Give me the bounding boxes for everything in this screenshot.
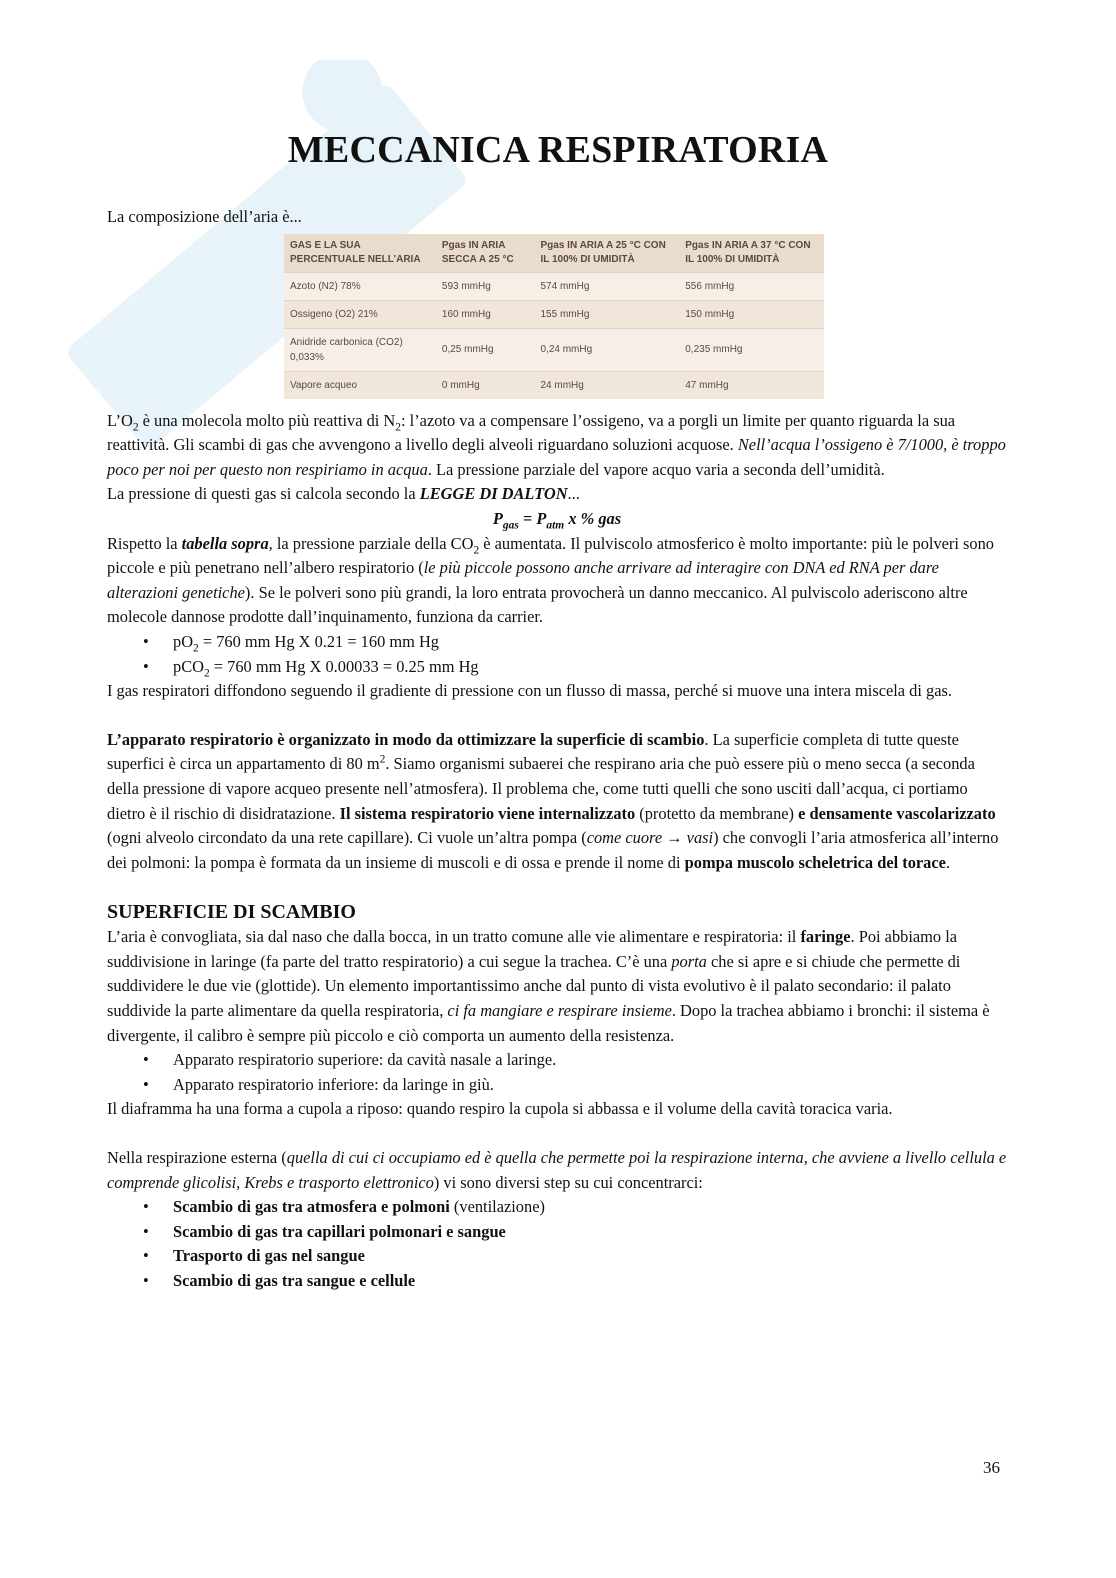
table-cell: Vapore acqueo (284, 371, 436, 399)
list-item: • Scambio di gas tra atmosfera e polmoni (ventilazione) (107, 1195, 1007, 1220)
paragraph-apparatus: L’apparato respiratorio è organizzato in modo da ottimizzare la superficie di scambio. La superficie completa di tutte queste superfici è circa un appartamento di 80 $m^2$. Siamo organismi subaerei che respirano aria che può essere più o meno secca (a seconda della pressione di vapore acqueo presente nell’atmosfera). Il problema che, come tutti quelli che sono usciti dall’acqua, ci portiamo dietro è il rischio di disidratazione. Il sistema respiratorio viene internalizzato (protetto da membrane) e densamente vascolarizzato (ogni alveolo circondato da una rete capillare). Ci vuole un’altra pompa (come cuore → vasi) che convogli l’aria atmosferica all’interno dei polmoni: la pompa è formata da un insieme di muscoli e di ossa e prende il nome di pompa muscolo scheletrica del torace. (107, 729, 999, 872)
table-cell: Ossigeno (O2) 21% (284, 300, 436, 328)
respiration-steps-list (107, 1195, 1007, 1293)
table-header-cell: Pgas IN ARIA A 25 °C CON IL 100% DI UMIDITÀ (534, 234, 679, 273)
list-item: • Scambio di gas tra capillari polmonari e sangue (107, 1220, 1007, 1245)
paragraph-diffusion: I gas respiratori diffondono seguendo il gradiente di pressione con un flusso di massa, perché si muove una intera miscela di gas. (107, 681, 952, 701)
table-cell: 155 mmHg (534, 300, 679, 328)
table-cell: 574 mmHg (534, 272, 679, 300)
table-cell: 556 mmHg (679, 272, 824, 300)
paragraph-diaphragm: Il diaframma ha una forma a cupola a riposo: quando respiro la cupola si abbassa e il volume della cavità toracica varia. (107, 1099, 893, 1119)
list-item: • pCO$_2$ = 760 mm Hg X 0.00033 = 0.25 mm Hg (107, 655, 1007, 680)
air-composition-table (284, 234, 824, 399)
paragraph-oxygen-reactivity: $L’O_2$ è una molecola molto più reattiva di $N_2$: l’azoto va a compensare l’ossigeno, va a porgli un limite per quanto riguarda la sua reattività. Gli scambi di gas che avvengono a livello degli alveoli riguardano soluzioni acquose. Nell’acqua l’ossigeno è 7/1000, è troppo poco per noi per questo non respiriamo in acqua. La pressione parziale del vapore acquo varia a seconda dell’umidità. (107, 410, 1006, 479)
table-row (284, 371, 824, 399)
paragraph-external-respiration: Nella respirazione esterna (quella di cui ci occupiamo ed è quella che permette poi la respirazione interna, che avviene a livello cellula e comprende glicolisi, Krebs e trasporto elettronico) vi sono diversi step su cui concentrarci: (107, 1148, 1007, 1192)
table-cell: 0,24 mmHg (534, 328, 679, 371)
table-cell: 47 mmHg (679, 371, 824, 399)
table-cell: 593 mmHg (436, 272, 535, 300)
dalton-formula: $P_{gas} = P_{atm}$ x % gas (492, 508, 622, 532)
table-cell: 150 mmHg (679, 300, 824, 328)
section-heading: SUPERFICIE DI SCAMBIO (107, 901, 356, 924)
table-cell: Anidride carbonica (CO2) 0,033% (284, 328, 436, 371)
paragraph-dalton: La pressione di questi gas si calcola secondo la LEGGE DI DALTON... (107, 484, 580, 504)
table-header-row (284, 234, 824, 273)
table-header-cell: GAS E LA SUA PERCENTUALE NELL’ARIA (284, 234, 436, 273)
document-body (107, 205, 1007, 1294)
paragraph-airways: L’aria è convogliata, sia dal naso che dalla bocca, in un tratto comune alle vie alimentare e respiratoria: il faringe. Poi abbiamo la suddivisione in laringe (fa parte del tratto respiratorio) a cui segue la trachea. C’è una porta che si apre e si chiude che permette di suddividere le due vie (glottide). Un elemento importantissimo anche dal punto di vista evolutivo è il palato secondario: il palato suddivide la parte alimentare da quella respiratoria, ci fa mangiare e respirare insieme. Dopo la trachea abbiamo i bronchi: il sistema è divergente, il calibro è sempre più piccolo e ciò comporta un aumento della resistenza. (107, 927, 990, 1045)
table-cell: 0,235 mmHg (679, 328, 824, 371)
table-cell: 0 mmHg (436, 371, 535, 399)
page-number: 36 (983, 1458, 1000, 1477)
page-title: MECCANICA RESPIRATORIA (287, 129, 829, 171)
table-cell: 24 mmHg (534, 371, 679, 399)
list-item: • Apparato respiratorio superiore: da cavità nasale a laringe. (107, 1048, 1007, 1073)
partial-pressure-list (107, 630, 1007, 679)
table-cell: 0,25 mmHg (436, 328, 535, 371)
table-cell: Azoto (N2) 78% (284, 272, 436, 300)
list-item: • Apparato respiratorio inferiore: da laringe in giù. (107, 1073, 1007, 1098)
table-cell: 160 mmHg (436, 300, 535, 328)
list-item: • Scambio di gas tra sangue e cellule (107, 1269, 1007, 1294)
table-header-cell: Pgas IN ARIA SECCA A 25 °C (436, 234, 535, 273)
list-item: • Trasporto di gas nel sangue (107, 1244, 1007, 1269)
air-composition-table-wrapper (284, 234, 824, 399)
table-row (284, 328, 824, 371)
list-item: • $pO_2 = 760$ mm Hg X 0.21 = 160 mm Hg (107, 630, 1007, 655)
intro-text: La composizione dell’aria è... (107, 207, 302, 226)
table-header-cell: Pgas IN ARIA A 37 °C CON IL 100% DI UMIDITÀ (679, 234, 824, 273)
apparatus-list (107, 1048, 1007, 1097)
paragraph-dust: Rispetto la tabella sopra, la pressione parziale della $CO_2$ è aumentata. Il pulviscolo atmosferico è molto importante: più le polveri sono piccole e più penetrano nell’albero respiratorio (le più piccole possono anche arrivare ad interagire con DNA ed RNA per dare alterazioni genetiche). Se le polveri sono più grandi, la loro entrata provocherà un danno meccanico. Al pulviscolo aderiscono altre molecole dannose prodotte dall’inquinamento, funziona da carrier. (107, 533, 994, 627)
table-row (284, 300, 824, 328)
table-row (284, 272, 824, 300)
